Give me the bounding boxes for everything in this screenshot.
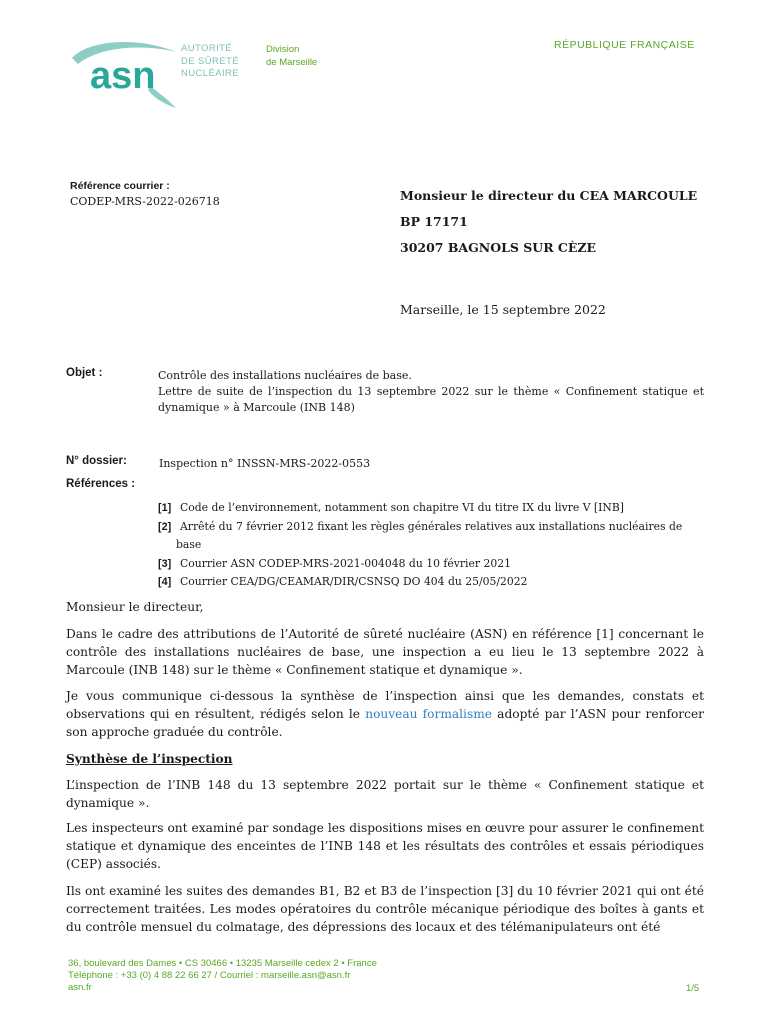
reference-number: [1] <box>158 502 172 514</box>
page-number: 1/5 <box>686 983 700 994</box>
logo-line: NUCLÉAIRE <box>181 68 239 79</box>
reference-item <box>158 573 704 592</box>
objet-line: Lettre de suite de l’inspection du 13 septembre 2022 sur le thème « Confinement statique et dynamique » à Marcoule (INB 148) <box>158 385 704 414</box>
objet-line: Contrôle des installations nucléaires de base. <box>158 369 412 382</box>
section-heading-synthese: Synthèse de l’inspection <box>66 752 233 766</box>
references-label: Références : <box>66 478 136 490</box>
reference-number: [3] <box>158 557 172 570</box>
division-label <box>266 43 317 69</box>
reference-text-continuation: base <box>176 538 202 551</box>
paragraph-2 <box>66 687 704 742</box>
asn-logo-swoosh-icon <box>68 38 178 108</box>
reference-item <box>158 499 704 518</box>
dossier-value: Inspection n° INSSN-MRS-2022-0553 <box>159 457 371 470</box>
address-line-2: BP 17171 <box>400 214 468 229</box>
paragraph-2-text: adopté par l’ASN pour renforcer son approche graduée du contrôle. <box>66 707 704 740</box>
address-line-3: 30207 BAGNOLS SUR CÈZE <box>400 240 597 255</box>
reference-number: [2] <box>158 520 172 533</box>
asn-logo <box>68 38 178 108</box>
footer-contact <box>68 958 377 995</box>
svg-text:asn: asn <box>90 55 156 97</box>
reference-number: [4] <box>158 576 172 588</box>
reference-text: Courrier ASN CODEP-MRS-2021-004048 du 10 février 2021 <box>180 556 511 570</box>
paragraph-5: Ils ont examiné les suites des demandes B1, B2 et B3 de l’inspection [3] du 10 février 2021 qui ont été correctement traitées. Les modes opératoires du contrôle mécanique périodique des boîtes à gants et du contrôle mensuel du colmatage, des dépressions des locaux et des télémanipulateurs ont été <box>66 884 704 935</box>
logo-line: AUTORITÉ <box>181 43 233 54</box>
nouveau-formalisme-link[interactable]: nouveau formalisme <box>365 707 492 722</box>
reference-text: Code de l’environnement, notamment son chapitre VI du titre IX du livre V [INB] <box>180 501 624 514</box>
paragraph-3: L’inspection de l’INB 148 du 13 septembre 2022 portait sur le thème « Confinement statique et dynamique ». <box>66 778 704 811</box>
reference-item <box>158 518 704 537</box>
republique-francaise: RÉPUBLIQUE FRANÇAISE <box>554 39 695 51</box>
reference-item <box>158 555 704 574</box>
objet-text <box>158 368 704 416</box>
paragraph-2-text: Je vous communique ci-dessous la synthèse de l’inspection ainsi que les demandes, constats et observations qui en résultent, rédigés selon le <box>66 689 704 722</box>
reference-text: Courrier CEA/DG/CEAMAR/DIR/CSNSQ DO 404 du 25/05/2022 <box>180 575 528 588</box>
address-line-1: Monsieur le directeur du CEA MARCOULE <box>400 188 698 203</box>
division-line: Division <box>266 44 300 55</box>
logo-text <box>181 43 239 81</box>
references-list <box>158 499 704 592</box>
reference-label: Référence courrier : <box>70 180 170 192</box>
dossier-label: N° dossier: <box>66 455 127 467</box>
salutation: Monsieur le directeur, <box>66 600 204 614</box>
reference-value: CODEP-MRS-2022-026718 <box>70 195 220 208</box>
reference-text: Arrêté du 7 février 2012 fixant les règles générales relatives aux installations nucléaires de <box>180 519 683 533</box>
paragraph-4: Les inspecteurs ont examiné par sondage les dispositions mises en œuvre pour assurer le confinement statique et dynamique des enceintes de l’INB 148 et les résultats des contrôles et essais périodiques (CEP) associés. <box>66 821 704 872</box>
footer-website-link[interactable]: asn.fr <box>68 982 92 994</box>
footer-phone-email: Téléphone : +33 (0) 4 88 22 66 27 / Courriel : marseille.asn@asn.fr <box>68 970 351 982</box>
footer-address: 36, boulevard des Dames • CS 30466 • 13235 Marseille cedex 2 • France <box>68 958 377 969</box>
letter-date: Marseille, le 15 septembre 2022 <box>400 302 606 317</box>
paragraph-1: Dans le cadre des attributions de l’Autorité de sûreté nucléaire (ASN) en référence [1] concernant le contrôle des installations nucléaires de base, une inspection a eu lieu le 13 septembre 2022 à Marcoule (INB 148) sur le thème « Confinement statique et dynamique ». <box>66 627 704 678</box>
logo-line: DE SÛRETÉ <box>181 55 239 67</box>
objet-label: Objet : <box>66 367 103 379</box>
division-line: de Marseille <box>266 57 318 68</box>
